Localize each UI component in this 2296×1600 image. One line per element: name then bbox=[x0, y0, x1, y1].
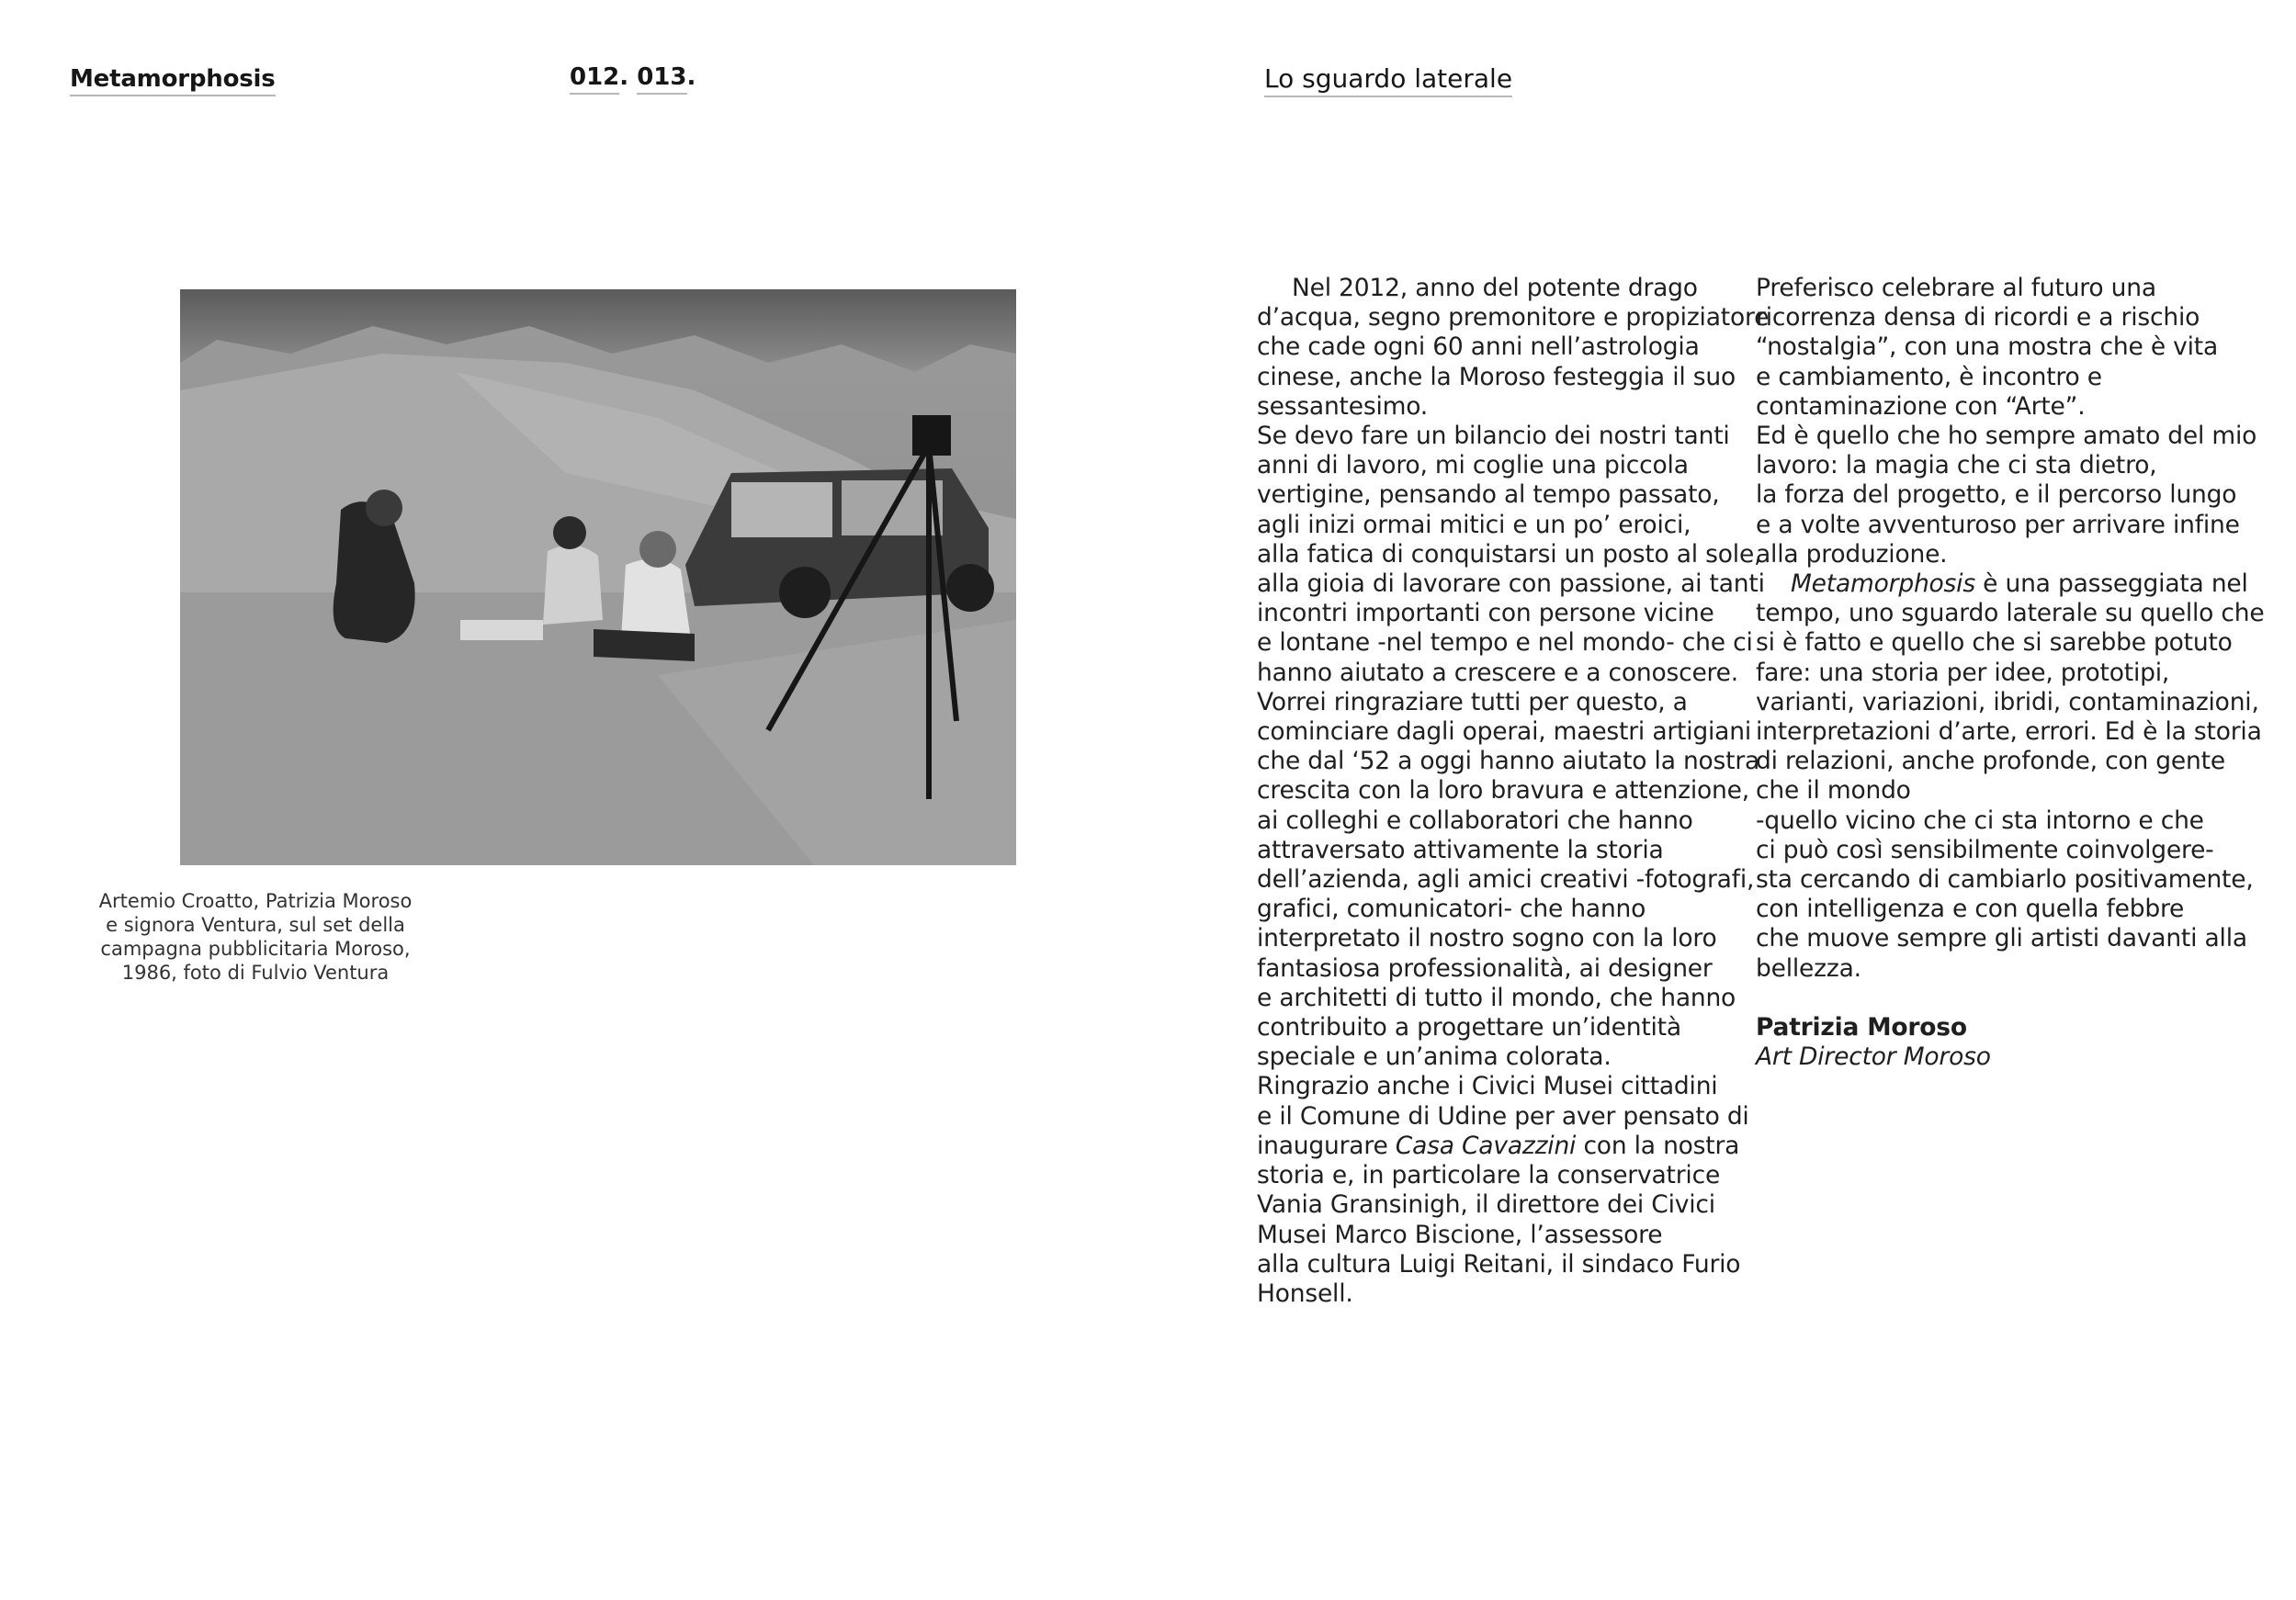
text-line: tempo, uno sguardo laterale su quello che bbox=[1756, 599, 2265, 628]
text-line: Musei Marco Biscione, l’assessore bbox=[1257, 1220, 1663, 1249]
text-line: alla produzione. bbox=[1756, 539, 1948, 569]
text-line: alla gioia di lavorare con passione, ai tanti bbox=[1257, 569, 1765, 599]
text-line: varianti, variazioni, ibridi, contaminazioni, bbox=[1756, 687, 2259, 716]
text-line: e il Comune di Udine per aver pensato di bbox=[1257, 1101, 1749, 1131]
text-line: “nostalgia”, con una mostra che è vita bbox=[1756, 332, 2219, 362]
text-line: inaugurare Casa Cavazzini con la nostra bbox=[1257, 1131, 1740, 1160]
photo-car bbox=[685, 468, 994, 618]
text-line: Se devo fare un bilancio dei nostri tanti bbox=[1257, 422, 1730, 451]
text-line: di relazioni, anche profonde, con gente bbox=[1756, 747, 2225, 776]
text-line: attraversato attivamente la storia bbox=[1257, 835, 1664, 864]
caption-line: campagna pubblicitaria Moroso, bbox=[100, 938, 411, 960]
text-line: cinese, anche la Moroso festeggia il suo bbox=[1257, 362, 1736, 391]
text-line: alla cultura Luigi Reitani, il sindaco Furio bbox=[1257, 1249, 1741, 1279]
page-numbers: 012. 013. bbox=[570, 62, 696, 92]
text-line: storia e, in particolare la conservatrice bbox=[1257, 1161, 1721, 1190]
photograph bbox=[180, 289, 1016, 865]
text-line: Vorrei ringraziare tutti per questo, a bbox=[1257, 687, 1688, 716]
text-line: cominciare dagli operai, maestri artigiani bbox=[1257, 717, 1751, 747]
text-line: Vania Gransinigh, il direttore dei Civici bbox=[1257, 1190, 1715, 1220]
text-line: interpretato il nostro sogno con la loro bbox=[1257, 924, 1717, 953]
text-line: hanno aiutato a crescere e a conoscere. bbox=[1257, 658, 1738, 687]
text-column-left bbox=[1257, 274, 1770, 1309]
text-line: agli inizi ormai mitici e un po’ eroici, bbox=[1257, 510, 1691, 539]
text-line: interpretazioni d’arte, errori. Ed è la storia bbox=[1756, 717, 2262, 747]
text-line: Ed è quello che ho sempre amato del mio bbox=[1756, 422, 2257, 451]
book-title: Metamorphosis bbox=[70, 65, 276, 96]
photo-caption bbox=[90, 889, 421, 985]
caption-line: Artemio Croatto, Patrizia Moroso bbox=[98, 890, 413, 912]
text-line: si è fatto e quello che si sarebbe potuto bbox=[1756, 628, 2233, 658]
text-line: che il mondo bbox=[1756, 776, 1911, 806]
section-title: Lo sguardo laterale bbox=[1264, 63, 1512, 97]
text-line: anni di lavoro, mi coglie una piccola bbox=[1257, 451, 1689, 480]
text-line: lavoro: la magia che ci sta dietro, bbox=[1756, 451, 2157, 480]
text-line: speciale e un’anima colorata. bbox=[1257, 1042, 1612, 1072]
text-line: ricorrenza densa di ricordi e a rischio bbox=[1756, 303, 2200, 332]
text-line: fantasiosa professionalità, ai designer bbox=[1257, 953, 1713, 983]
text-line: con intelligenza e con quella febbre bbox=[1756, 895, 2185, 924]
text-line: che dal ‘52 a oggi hanno aiutato la nostra bbox=[1257, 747, 1760, 776]
signature-name: Patrizia Moroso bbox=[1756, 1013, 1967, 1042]
text-line: alla fatica di conquistarsi un posto al sole, bbox=[1257, 539, 1762, 569]
page-number-left: 012 bbox=[570, 63, 619, 95]
text-line: che muove sempre gli artisti davanti alla bbox=[1756, 924, 2247, 953]
text-line: contaminazione con “Arte”. bbox=[1756, 391, 2086, 421]
page-number-right: 013 bbox=[637, 63, 686, 95]
text-line: bellezza. bbox=[1756, 953, 1861, 983]
text-line: contribuito a progettare un’identità bbox=[1257, 1013, 1681, 1042]
text-column-right bbox=[1756, 274, 2270, 1072]
text-line: e architetti di tutto il mondo, che hanno bbox=[1257, 983, 1736, 1012]
italic-title: Metamorphosis bbox=[1791, 569, 1975, 599]
text-line: che cade ogni 60 anni nell’astrologia bbox=[1257, 332, 1700, 362]
text-line: crescita con la loro bravura e attenzione, bbox=[1257, 776, 1749, 806]
text-line: la forza del progetto, e il percorso lungo bbox=[1756, 480, 2237, 510]
text-line: d’acqua, segno premonitore e propiziatore bbox=[1257, 303, 1770, 332]
text-line: sta cercando di cambiarlo positivamente, bbox=[1756, 865, 2254, 895]
text-line: grafici, comunicatori- che hanno bbox=[1257, 895, 1646, 924]
text-line: ci può così sensibilmente coinvolgere- bbox=[1756, 835, 2214, 864]
running-title-right bbox=[1264, 64, 1512, 94]
text-line: Honsell. bbox=[1257, 1279, 1353, 1308]
text-line: incontri importanti con persone vicine bbox=[1257, 599, 1714, 628]
signature-role: Art Director Moroso bbox=[1756, 1042, 1991, 1072]
text-line: -quello vicino che ci sta intorno e che bbox=[1756, 806, 2204, 835]
text-line: e a volte avventuroso per arrivare infine bbox=[1756, 510, 2240, 539]
italic-title: Casa Cavazzini bbox=[1395, 1131, 1577, 1160]
running-title-left bbox=[70, 64, 276, 94]
text-line: Nel 2012, anno del potente drago bbox=[1292, 274, 1698, 302]
spacer bbox=[1756, 984, 2270, 1013]
text-line: e lontane -nel tempo e nel mondo- che ci bbox=[1257, 628, 1753, 658]
text-line: fare: una storia per idee, prototipi, bbox=[1756, 658, 2170, 687]
caption-line: e signora Ventura, sul set della bbox=[106, 914, 405, 936]
text-line: sessantesimo. bbox=[1257, 391, 1429, 421]
text-line: ai colleghi e collaboratori che hanno bbox=[1257, 806, 1693, 835]
text-line: dell’azienda, agli amici creativi -fotografi, bbox=[1257, 865, 1755, 895]
caption-line: 1986, foto di Fulvio Ventura bbox=[121, 962, 390, 984]
text-line: e cambiamento, è incontro e bbox=[1756, 362, 2102, 391]
text-line: Ringrazio anche i Civici Musei cittadini bbox=[1257, 1072, 1718, 1101]
text-line: vertigine, pensando al tempo passato, bbox=[1257, 480, 1720, 510]
text-line: Metamorphosis è una passeggiata nel bbox=[1791, 569, 2248, 599]
text-line: Preferisco celebrare al futuro una bbox=[1756, 274, 2156, 302]
